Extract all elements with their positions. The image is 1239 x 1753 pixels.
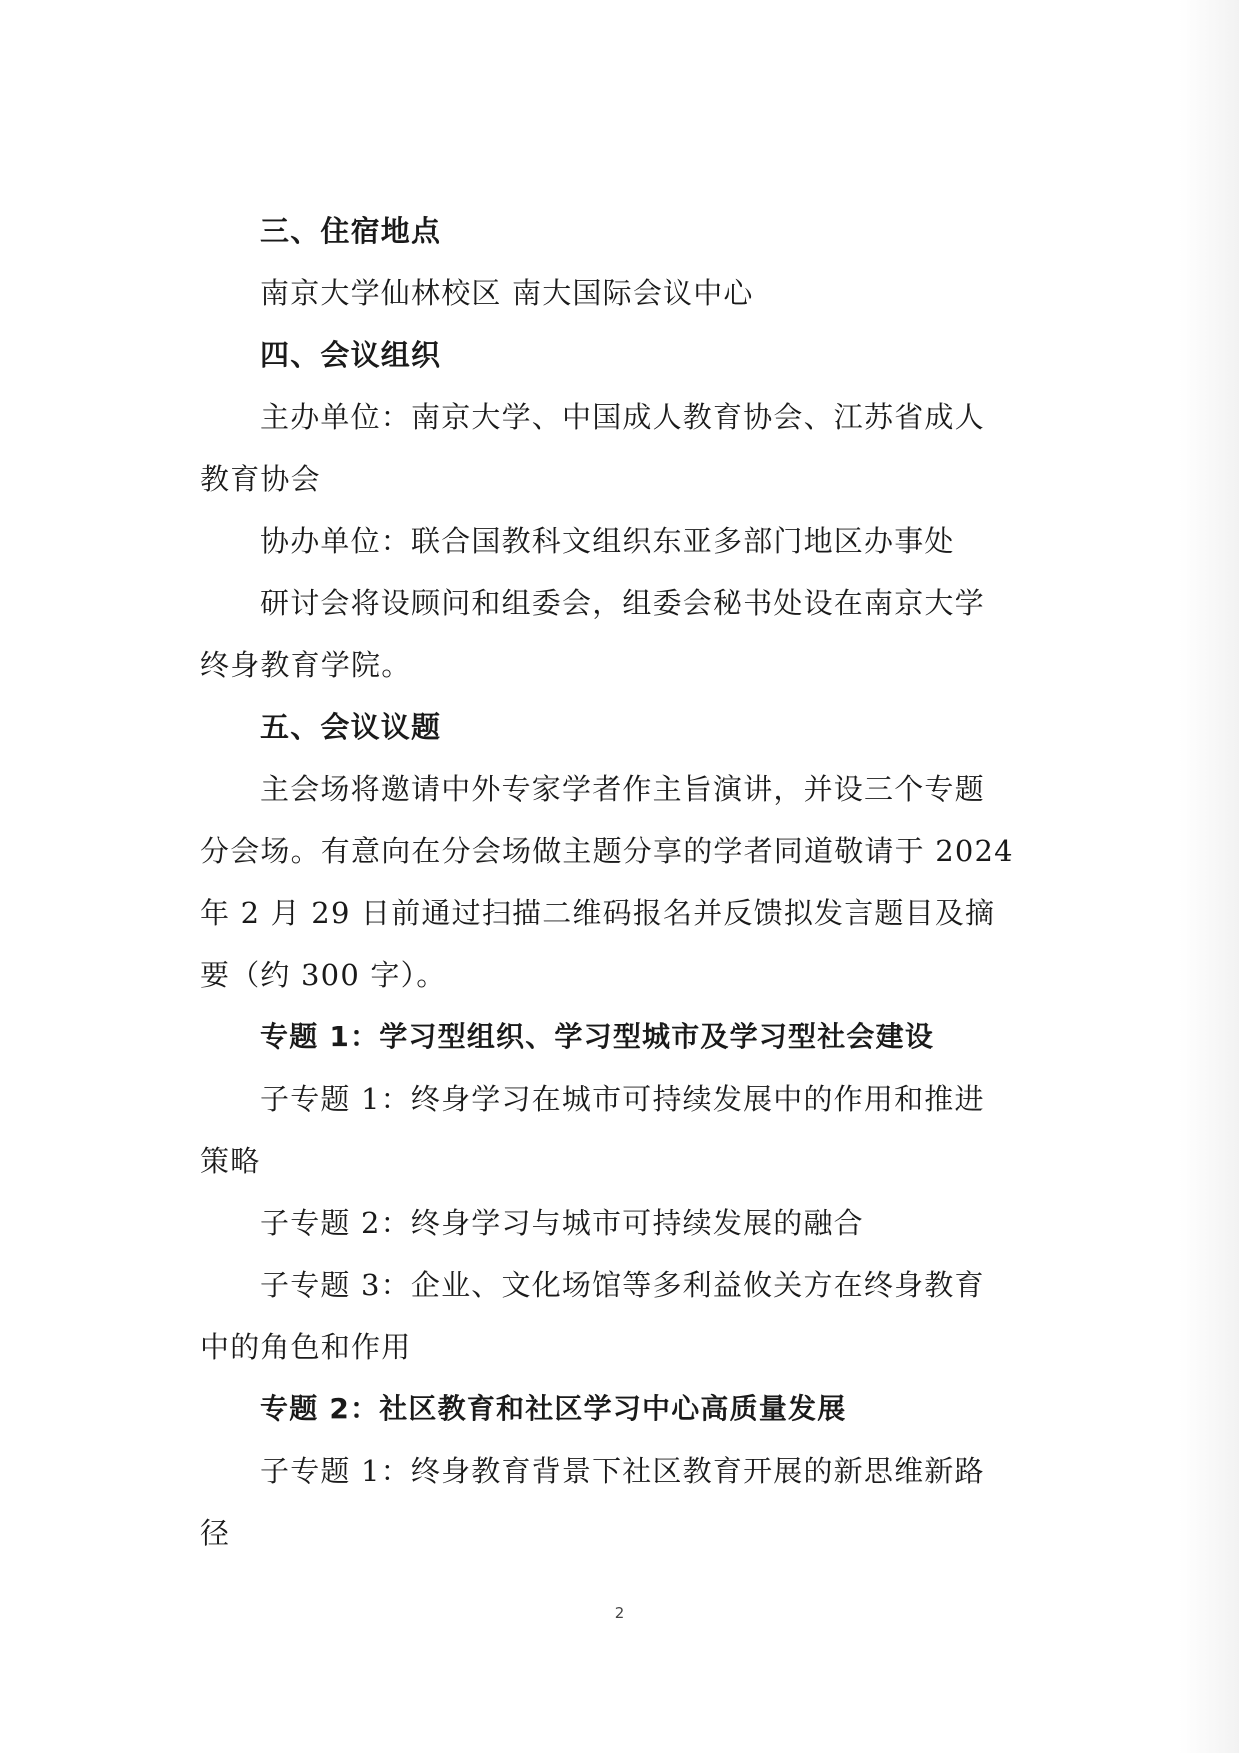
topic-1-sub-1-line-2: 策略 <box>200 1144 261 1178</box>
topic-1-sub-3-line-1: 子专题 3：企业、文化场馆等多利益攸关方在终身教育 <box>260 1268 985 1302</box>
document-body <box>200 200 1025 1564</box>
intro-line-1: 主会场将邀请中外专家学者作主旨演讲，并设三个专题 <box>260 772 985 806</box>
section-3-venue: 南京大学仙林校区 南大国际会议中心 <box>260 276 754 310</box>
section-4-heading: 四、会议组织 <box>260 338 442 372</box>
committee-line-2: 终身教育学院。 <box>200 648 412 682</box>
organizer-line-1: 主办单位：南京大学、中国成人教育协会、江苏省成人 <box>260 400 985 434</box>
intro-line-2: 分会场。有意向在分会场做主题分享的学者同道敬请于 2024 <box>200 834 1014 868</box>
topic-2-sub-1-line-2: 径 <box>200 1516 231 1550</box>
topic-1-sub-3-line-2: 中的角色和作用 <box>200 1330 412 1364</box>
committee-line-1: 研讨会将设顾问和组委会，组委会秘书处设在南京大学 <box>260 586 985 620</box>
co-organizer-line: 协办单位：联合国教科文组织东亚多部门地区办事处 <box>260 524 955 558</box>
topic-2-sub-1-line-1: 子专题 1：终身教育背景下社区教育开展的新思维新路 <box>260 1454 985 1488</box>
topic-1-title: 专题 1：学习型组织、学习型城市及学习型社会建设 <box>260 1020 935 1053</box>
section-5-heading: 五、会议议题 <box>260 710 442 744</box>
page-number: 2 <box>614 1604 625 1622</box>
organizer-line-2: 教育协会 <box>200 462 321 496</box>
intro-line-3: 年 2 月 29 日前通过扫描二维码报名并反馈拟发言题目及摘 <box>200 896 996 930</box>
topic-2-title: 专题 2：社区教育和社区学习中心高质量发展 <box>260 1392 847 1425</box>
intro-line-4: 要（约 300 字）。 <box>200 958 447 992</box>
topic-1-sub-1-line-1: 子专题 1：终身学习在城市可持续发展中的作用和推进 <box>260 1082 985 1116</box>
scan-edge-shading <box>1179 0 1239 1753</box>
section-3-heading: 三、住宿地点 <box>260 214 442 248</box>
topic-1-sub-2: 子专题 2：终身学习与城市可持续发展的融合 <box>260 1206 864 1240</box>
